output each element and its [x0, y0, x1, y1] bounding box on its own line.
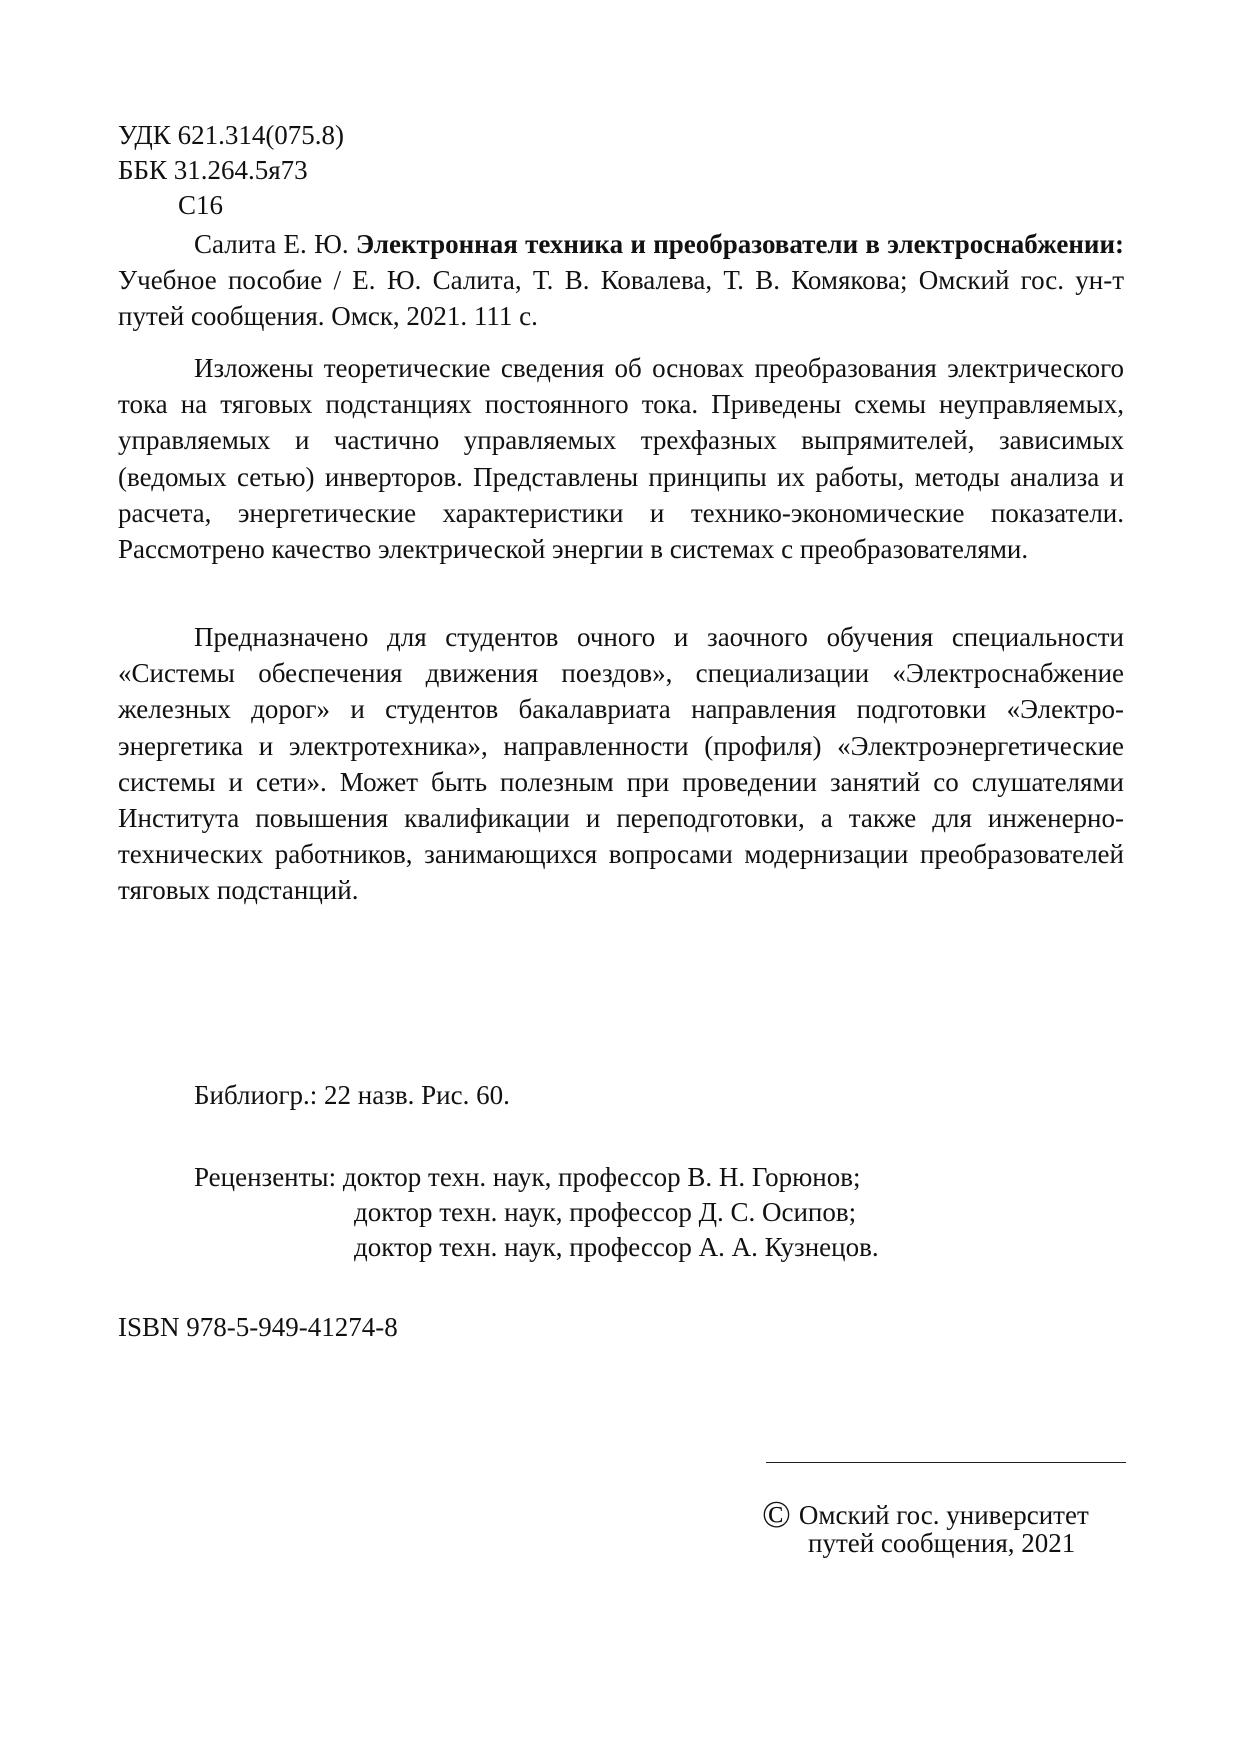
copyright-line-1 [762, 1488, 1142, 1536]
copyright-holder: Омский гос. университет [798, 1500, 1089, 1530]
reviewer-1: доктор техн. наук, профессор В. Н. Горюнов; [342, 1162, 861, 1192]
bibliographic-description [118, 226, 1124, 335]
reviewers-block [194, 1160, 879, 1265]
reviewers-label: Рецензенты: [194, 1162, 343, 1192]
reviewer-2: доктор техн. наук, профессор Д. С. Осипов; [354, 1197, 857, 1227]
abstract-paragraph-1: Изложены теоретические сведения об основах преобразования электрического тока на тяговых подстанциях постоянного тока. Приведены схемы неуправляемых, управляемых и частично управляемых трехфазных выпрямителей, зависимых (ведомых сетью) инверторов. Представлены принципы их работы, методы анализа и расчета, энергетические характеристики и технико-экономические показатели. Рассмотрено качество электрической энергии в системах с преобразователями. [118, 353, 1124, 565]
reviewer-line-1 [194, 1160, 879, 1195]
copyright-block [762, 1488, 1142, 1564]
classification-block [118, 118, 618, 223]
author-mark: С16 [178, 190, 224, 220]
copyright-icon: © [762, 1494, 791, 1536]
copyright-divider [766, 1462, 1126, 1463]
publication-details: Учебное пособие / Е. Ю. Салита, Т. В. Ковалева, Т. В. Комякова; Омский гос. ун-т путей сообщения. Омск, 2021. 111 с. [118, 265, 1124, 332]
abstract-paragraph-2: Предназначено для студентов очного и заочного обучения специальности «Системы обеспечения движения поездов», специализации «Электроснабжение железных дорог» и студентов бакалавриата направления подготовки «Электроэнергетика и электротехника», направленности (профиля) «Электроэнергетические системы и сети». Может быть полезным при проведении занятий со слушателями Института повышения квалификации и переподготовки, а также для инженерно-технических работников, занимающихся вопросами модернизации преобразователей тяговых подстанций. [118, 622, 1124, 906]
bbk-code: ББК 31.264.5я73 [118, 155, 308, 185]
bibliography-note: Библиогр.: 22 назв. Рис. 60. [194, 1080, 510, 1110]
reviewer-3: доктор техн. наук, профессор А. А. Кузнецов. [354, 1232, 879, 1262]
book-title: Электронная техника и преобразователи в электроснабжении: [355, 229, 1124, 259]
copyright-line-2: путей сообщения, 2021 [808, 1528, 1076, 1558]
isbn-number: ISBN 978-5-949-41274-8 [118, 1312, 398, 1342]
udk-code: УДК 621.314(075.8) [118, 120, 345, 150]
author-name: Салита Е. Ю. [194, 229, 356, 259]
